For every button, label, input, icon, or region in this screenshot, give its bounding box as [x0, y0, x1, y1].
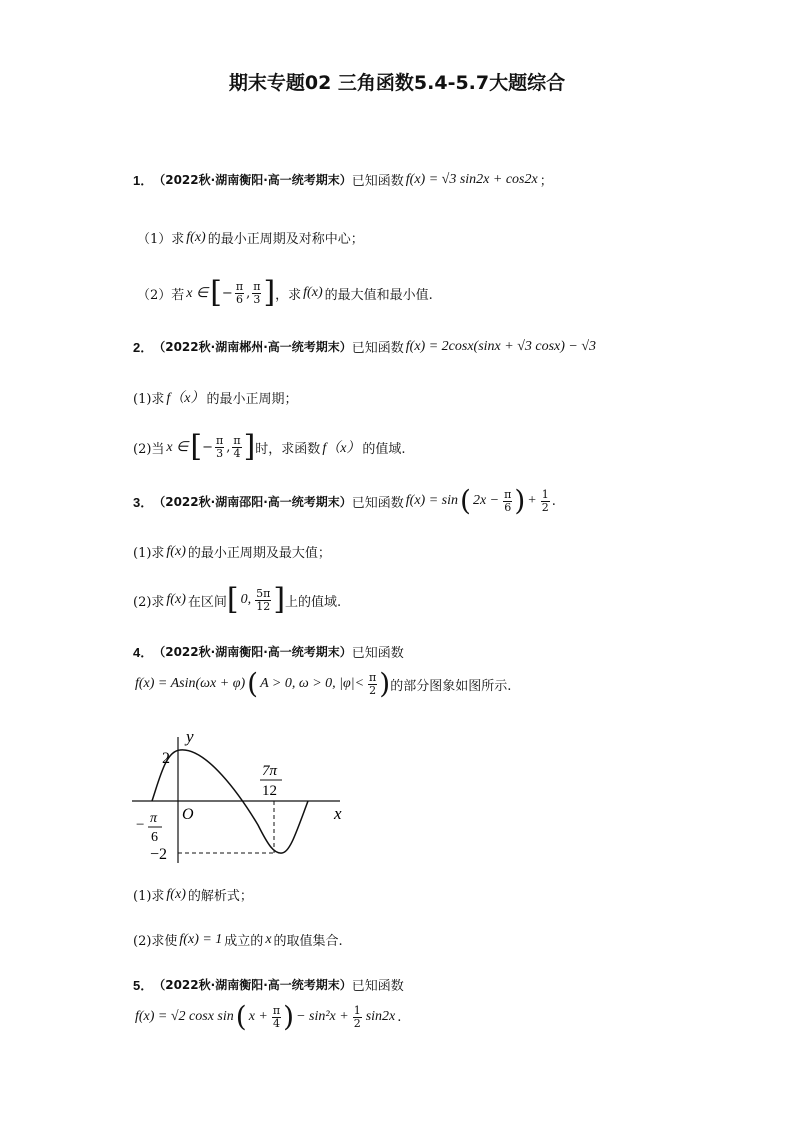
y-max-label: 2 [162, 750, 170, 767]
denominator: 4 [273, 1016, 280, 1030]
denominator: 12 [256, 599, 271, 613]
numerator: π [272, 1003, 281, 1017]
y-min-label: −2 [150, 846, 168, 863]
right-paren: ) [379, 667, 391, 700]
fraction-upper [232, 435, 241, 460]
function-symbol: f(x) [166, 592, 186, 607]
question-number: 1． [133, 173, 154, 188]
function-symbol: f(x) [303, 285, 323, 300]
x-left-numerator: π [150, 811, 158, 826]
stem-end: . [397, 1009, 402, 1025]
x-left-denominator: 6 [151, 830, 158, 845]
denominator: 6 [235, 292, 243, 306]
stem-text: 已知函数 [351, 979, 404, 994]
formula-part: − sin²x + [296, 1009, 349, 1024]
denominator: 3 [253, 292, 261, 306]
stem-text: 已知函数 [351, 646, 404, 661]
part-text: 上的值域. [285, 594, 342, 610]
formula-part: sin2x [365, 1009, 396, 1024]
denominator: 2 [353, 1016, 361, 1030]
denominator: 4 [233, 446, 241, 460]
question-4-part-1 [133, 885, 253, 904]
fraction-pi [368, 672, 377, 697]
formula-part: x + [248, 1009, 268, 1024]
numerator: 1 [541, 487, 549, 501]
formula-part: A > 0, ω > 0, |φ|< [260, 676, 365, 691]
numerator: 1 [353, 1003, 361, 1017]
denominator: 2 [369, 683, 377, 697]
numerator: π [215, 433, 224, 447]
stem-text: 已知函数 [351, 495, 404, 511]
stem-end: ； [539, 174, 553, 189]
part-text: 的取值集合. [273, 934, 343, 949]
stem-text: 已知函数 [351, 174, 404, 189]
left-bracket: [ [226, 582, 239, 617]
right-paren: ) [514, 484, 526, 517]
part-label: （1）求 [137, 232, 185, 247]
function-symbol: f（x） [322, 441, 361, 456]
numerator: π [253, 279, 261, 293]
function-graph [128, 725, 358, 865]
formula-part: + [527, 493, 537, 508]
formula-part: f(x) = √2 cosx sin [135, 1009, 234, 1024]
right-paren: ) [283, 1000, 295, 1033]
part-label: (1)求 [133, 546, 165, 561]
function-symbol: f（x） [166, 391, 205, 406]
part-text: 的最小正周期及对称中心； [207, 232, 364, 247]
fraction-lower [215, 435, 224, 460]
question-1-part-1 [137, 228, 364, 247]
function-symbol: f(x) [166, 886, 186, 902]
fraction-upper [252, 281, 261, 306]
variable: x [265, 931, 272, 947]
x-left-sign: − [136, 817, 145, 833]
question-source: （2022秋·湖南衡阳·高一统考期末） [153, 645, 352, 659]
formula-end-text: 的部分图象如图所示. [390, 678, 512, 694]
variable-in: x ∈ [186, 285, 209, 301]
part-text: 的最大值和最小值. [324, 287, 433, 303]
question-3-part-2 [133, 582, 342, 617]
function-symbol: f(x) = 1 [179, 931, 223, 947]
question-3-part-1 [133, 542, 331, 561]
part-text: 在区间 [187, 594, 227, 610]
part-text: 的解析式； [187, 889, 253, 904]
fraction-lower [235, 281, 244, 306]
part-text: 时，求函数 [255, 441, 321, 457]
fraction-half [541, 489, 550, 514]
comma: , [246, 285, 251, 301]
comma: , [226, 439, 231, 455]
question-number: 5． [133, 978, 154, 993]
variable-in: x ∈ [166, 439, 189, 455]
fraction-pi [503, 489, 512, 514]
part-label: (1)求 [133, 391, 165, 407]
denominator: 3 [216, 446, 224, 460]
function-symbol: f(x) [186, 229, 206, 245]
numerator: π [504, 487, 512, 501]
question-4-formula [133, 667, 512, 700]
page-title: 期末专题02 三角函数5.4-5.7大题综合 [228, 72, 566, 94]
origin-label: O [182, 806, 194, 823]
denominator: 6 [504, 500, 512, 514]
right-bracket: ] [263, 275, 276, 310]
x-axis-label: x [334, 804, 342, 823]
part-label: (2)求 [133, 594, 165, 610]
question-source: （2022秋·湖南衡阳·高一统考期末） [153, 978, 352, 992]
fraction-half [353, 1005, 362, 1030]
question-1-part-2 [137, 275, 433, 310]
question-5-formula [133, 1000, 402, 1033]
left-bracket: [ [190, 429, 203, 464]
minus-sign: − [221, 285, 233, 301]
question-3-stem [133, 484, 556, 517]
formula-part: 2x − [472, 493, 500, 508]
question-2-part-1 [133, 387, 298, 407]
left-paren: ( [460, 484, 471, 517]
part-text: 的最小正周期及最大值； [187, 546, 331, 561]
numerator: π [235, 279, 244, 293]
question-2-stem [133, 337, 598, 356]
part-text: 的值域. [362, 441, 406, 457]
question-source: （2022秋·湖南郴州·高一统考期末） [153, 340, 352, 354]
question-number: 3． [133, 494, 154, 510]
part-text: 的最小正周期； [206, 391, 298, 407]
formula: f(x) = 2cosx(sinx + √3 cosx) − √3 [405, 338, 597, 354]
question-5-stem [133, 975, 404, 994]
fraction-pi [272, 1005, 281, 1030]
right-bracket: ] [243, 429, 256, 464]
stem-text: 已知函数 [351, 341, 404, 356]
left-bracket: [ [210, 275, 222, 310]
question-4-part-2 [133, 930, 343, 949]
left-paren: ( [235, 1000, 247, 1033]
formula-part: f(x) = Asin(ωx + φ) [135, 676, 246, 691]
question-source: （2022秋·湖南邵阳·高一统考期末） [153, 494, 352, 509]
question-number: 2． [133, 340, 154, 355]
numerator: π [369, 670, 377, 684]
formula-part: f(x) = sin [405, 493, 458, 508]
part-label: （2）若 [137, 287, 185, 303]
part-text: ，求 [275, 287, 302, 303]
denominator: 2 [541, 500, 549, 514]
part-label: (2)当 [133, 441, 165, 457]
numerator: π [233, 433, 241, 447]
formula: f(x) = √3 sin2x + cos2x [405, 171, 538, 187]
part-text: 成立的 [224, 934, 264, 949]
y-axis-label: y [186, 727, 194, 746]
interval-lower: 0, [240, 592, 252, 607]
part-label: (1)求 [133, 889, 165, 904]
x-right-numerator: 7π [262, 763, 278, 779]
fraction-upper [255, 588, 271, 613]
left-paren: ( [247, 667, 259, 700]
question-1-stem [133, 170, 553, 189]
x-right-denominator: 12 [262, 783, 277, 799]
minus-sign: − [202, 439, 213, 455]
question-source: （2022秋·湖南衡阳·高一统考期末） [153, 173, 352, 187]
numerator: 5π [256, 586, 271, 600]
question-4-stem [133, 642, 404, 661]
stem-end: . [551, 493, 556, 509]
right-bracket: ] [273, 582, 286, 617]
question-number: 4． [133, 645, 154, 660]
part-label: (2)求使 [133, 934, 178, 949]
function-symbol: f(x) [166, 543, 186, 559]
question-2-part-2 [133, 429, 406, 464]
